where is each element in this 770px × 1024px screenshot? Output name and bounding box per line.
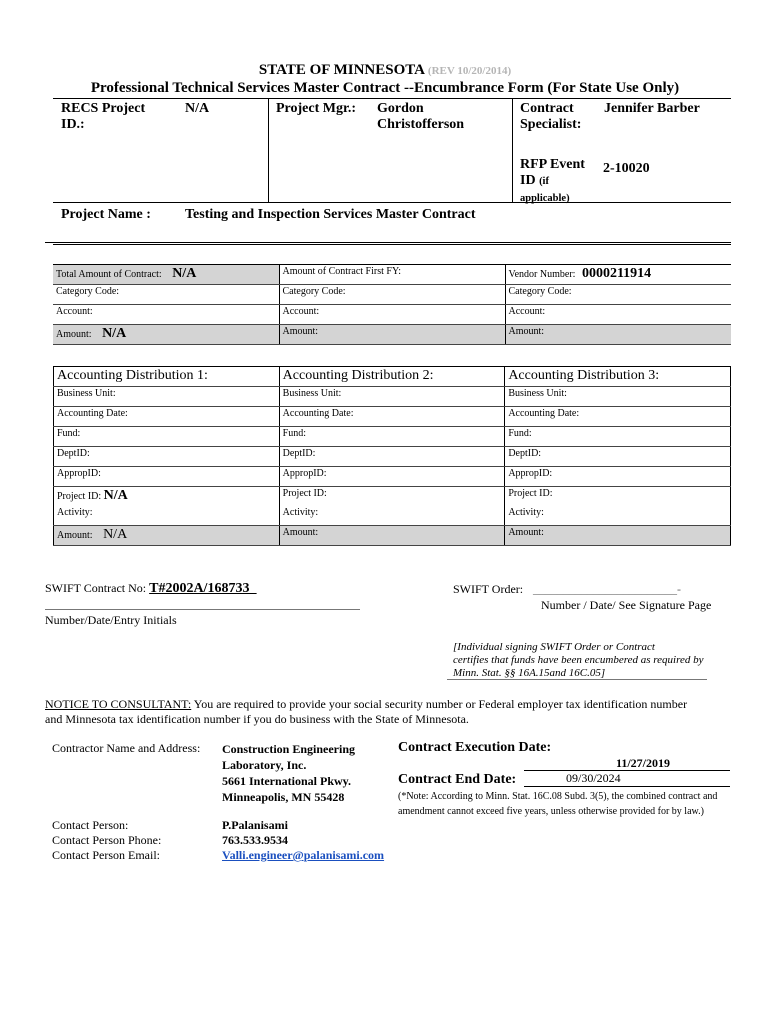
recs-project-label: RECS Project ID.:: [61, 101, 146, 132]
contact-email-label: Contact Person Email:: [52, 848, 160, 862]
certification-note: [Individual signing SWIFT Order or Contract certifies that funds have been encumbered as required by Minn. Stat. §§ 16A.15and 16C.05]: [453, 641, 704, 679]
execution-date-label: Contract Execution Date:: [398, 740, 552, 755]
divider: [268, 99, 269, 202]
signature-line: [45, 609, 360, 610]
distribution-1-header: Accounting Distribution 1:: [54, 367, 280, 387]
project-manager-label: Project Mgr.:: [276, 101, 357, 116]
activity-cell: Activity:: [54, 506, 280, 526]
distribution-amount-cell: Amount:: [279, 526, 505, 546]
total-amount-cell: Total Amount of Contract: N/A: [53, 265, 279, 285]
project-name-label: Project Name :: [61, 207, 151, 222]
rfp-event-value: 2-10020: [603, 161, 650, 176]
first-fy-amount-cell: Amount of Contract First FY:: [279, 265, 505, 285]
distribution-3-header: Accounting Distribution 3:: [505, 367, 731, 387]
approp-id-cell: AppropID:: [279, 467, 505, 487]
execution-date-line: [524, 770, 730, 771]
contract-specialist-label: Contract Specialist:: [520, 101, 582, 132]
dept-id-cell: DeptID:: [505, 447, 731, 467]
contact-values: [222, 818, 384, 863]
account-cell: Account:: [53, 305, 279, 325]
distribution-amount-cell: Amount: N/A: [54, 526, 280, 546]
amount-cell: Amount: N/A: [53, 325, 279, 345]
project-id-cell: Project ID: N/A: [54, 487, 280, 507]
distribution-amount-cell: Amount:: [505, 526, 731, 546]
notice-to-consultant: NOTICE TO CONSULTANT: You are required to provide your social security number or Federal employer tax identification number and Minnesota tax identification number if you do business with the State of Minnesota.: [45, 697, 688, 726]
distribution-2-header: Accounting Distribution 2:: [279, 367, 505, 387]
state-title: STATE OF MINNESOTA: [258, 62, 425, 78]
swift-order-label: SWIFT Order:: [453, 582, 524, 596]
activity-cell: Activity:: [279, 506, 505, 526]
accounting-date-cell: Accounting Date:: [279, 407, 505, 427]
contract-specialist-value: Jennifer Barber: [604, 101, 700, 116]
business-unit-cell: Business Unit:: [505, 387, 731, 407]
revision-date: (REV 10/20/2014): [427, 65, 512, 77]
contact-labels: [52, 818, 161, 863]
rfp-event-label: RFP Event ID (if applicable): [520, 157, 585, 204]
fund-cell: Fund:: [505, 427, 731, 447]
business-unit-cell: Business Unit:: [54, 387, 280, 407]
accounting-date-cell: Accounting Date:: [505, 407, 731, 427]
entry-initials-caption: Number/Date/Entry Initials: [45, 613, 177, 627]
approp-id-cell: AppropID:: [54, 467, 280, 487]
contact-person-value: P.Palanisami: [222, 818, 288, 832]
contact-person-label: Contact Person:: [52, 818, 129, 832]
end-date-line: [524, 786, 730, 787]
swift-order-blank: ________________________-: [533, 582, 681, 596]
project-name-value: Testing and Inspection Services Master Contract: [185, 207, 476, 222]
project-id-cell: Project ID:: [279, 487, 505, 507]
accounting-distribution-table: [53, 366, 731, 546]
fund-cell: Fund:: [54, 427, 280, 447]
form-state-title: [0, 62, 770, 79]
project-manager-value: Gordon Christofferson: [377, 101, 465, 132]
divider: [512, 99, 513, 202]
contact-phone-label: Contact Person Phone:: [52, 833, 162, 847]
category-code-cell: Category Code:: [53, 285, 279, 305]
certification-line: [447, 679, 707, 680]
accounting-date-cell: Accounting Date:: [54, 407, 280, 427]
account-cell: Account:: [279, 305, 505, 325]
form-title: Professional Technical Services Master Contract --Encumbrance Form (For State Use Only): [90, 80, 680, 96]
project-header-box: [53, 98, 731, 245]
vendor-number-cell: Vendor Number: 0000211914: [505, 265, 731, 285]
swift-contract-value: T#2002A/168733_: [149, 581, 257, 596]
contractor-name-address: Construction Engineering Laboratory, Inc. 5661 International Pkwy. Minneapolis, MN 55428: [222, 742, 356, 804]
recs-project-value: N/A: [185, 101, 210, 116]
fund-cell: Fund:: [279, 427, 505, 447]
amount-cell: Amount:: [505, 325, 731, 345]
approp-id-cell: AppropID:: [505, 467, 731, 487]
dept-id-cell: DeptID:: [54, 447, 280, 467]
end-date-value: 09/30/2024: [566, 771, 621, 785]
contact-phone-value: 763.533.9534: [222, 833, 288, 847]
contractor-name-label: Contractor Name and Address:: [52, 741, 201, 755]
term-limit-note: (*Note: According to Minn. Stat. 16C.08 Subd. 3(5), the combined contract and amendment cannot exceed five years, unless otherwise provided for by law.): [398, 791, 718, 817]
category-code-cell: Category Code:: [279, 285, 505, 305]
project-id-cell: Project ID:: [508, 488, 553, 499]
contact-email-link[interactable]: Valli.engineer@palanisami.com: [222, 848, 385, 862]
notice-heading: NOTICE TO CONSULTANT:: [45, 697, 192, 711]
business-unit-cell: Business Unit:: [279, 387, 505, 407]
amount-cell: Amount:: [279, 325, 505, 345]
activity-cell: Activity:: [505, 506, 731, 526]
divider: [45, 242, 731, 243]
end-date-label: Contract End Date:: [398, 772, 517, 787]
swift-contract-label: SWIFT Contract No:: [45, 581, 147, 595]
dept-id-cell: DeptID:: [279, 447, 505, 467]
execution-date-value: 11/27/2019: [616, 756, 671, 770]
amount-table: [53, 264, 731, 345]
swift-order-caption: Number / Date/ See Signature Page: [541, 598, 712, 612]
account-cell: Account:: [505, 305, 731, 325]
divider: [53, 202, 731, 203]
swift-contract: [45, 581, 256, 597]
category-code-cell: Category Code:: [505, 285, 731, 305]
